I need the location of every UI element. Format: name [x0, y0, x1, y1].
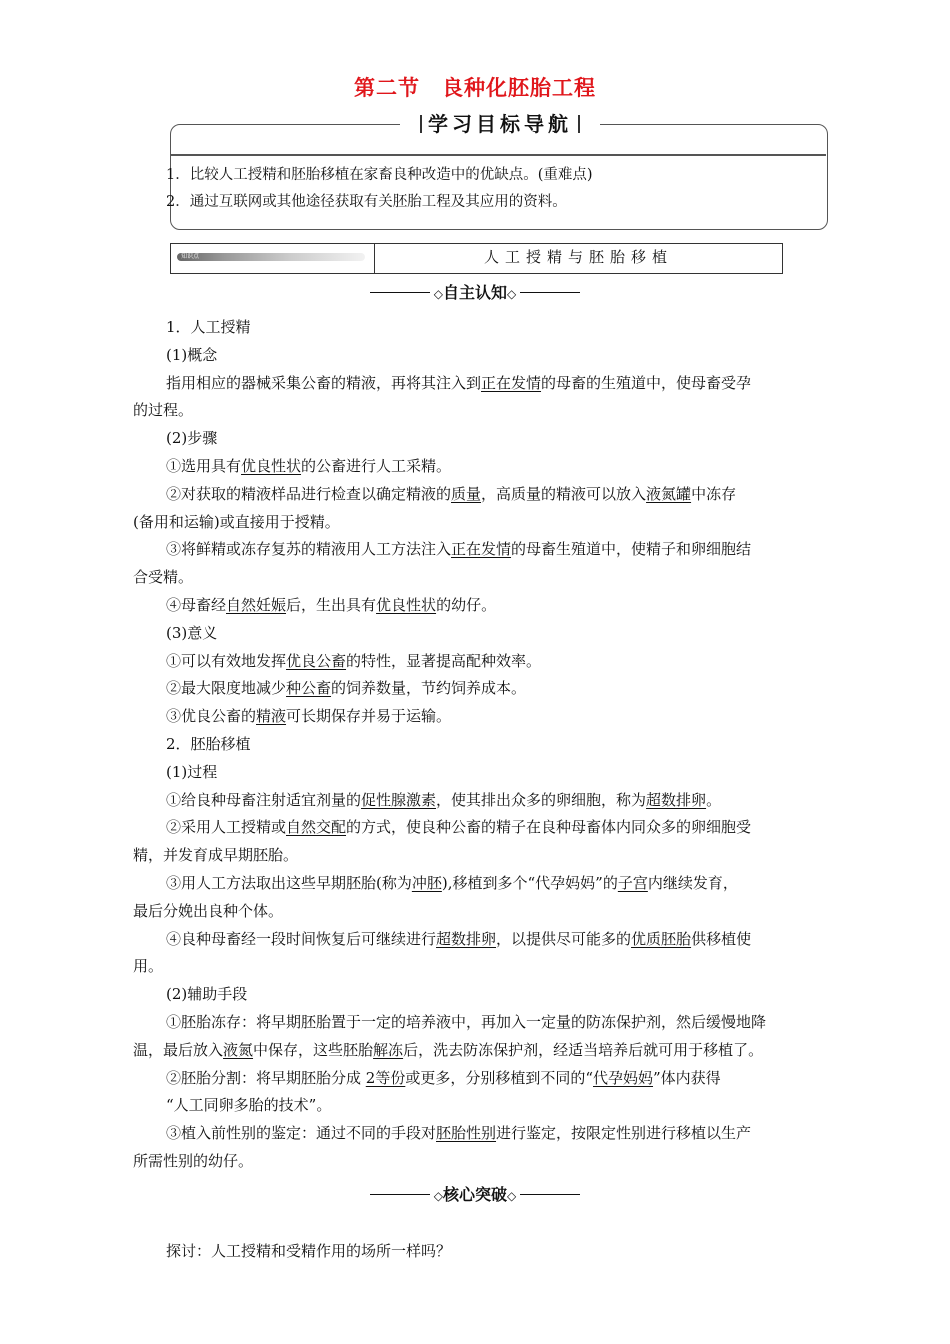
text-segment: 后，洗去防冻保护剂，经适当培养后就可用于移植了。: [403, 1040, 764, 1059]
text-line: [166, 1122, 751, 1143]
text-segment: 的过程。: [133, 401, 194, 420]
knowledge-point-topic: 人工授精与胚胎移植: [483, 248, 673, 266]
text-segment: 后，生出具有: [286, 596, 377, 614]
section-heading-text: 核心突破: [442, 1185, 507, 1204]
fill-in-answer: 自然妊娠: [226, 596, 287, 614]
fill-in-answer: 自然交配: [286, 818, 347, 837]
text-segment: (2)步骤: [166, 429, 218, 448]
diamond-icon: ◇: [433, 1189, 443, 1203]
text-segment: ②最大限度地减少: [166, 679, 287, 698]
text-line: [133, 955, 163, 976]
text-segment: (2)辅助手段: [166, 985, 248, 1004]
text-segment: ，高质量的精液可以放入: [481, 484, 647, 503]
fill-in-answer: 正在发情: [481, 373, 542, 392]
page-title: [0, 72, 950, 102]
rule-left: [370, 1194, 430, 1195]
text-segment: (1)概念: [166, 345, 218, 364]
fill-in-answer: 精液: [256, 707, 287, 726]
text-segment: ①胚胎冻存：将早期胚胎置于一定的培养液中，再加入一定量的防冻保护剂，然后缓慢地降: [166, 1013, 767, 1031]
discussion-question: 探讨：人工授精和受精作用的场所一样吗？: [166, 1242, 452, 1260]
text-segment: ④母畜经: [166, 596, 227, 614]
fill-in-answer: 子宫: [617, 874, 648, 892]
text-segment: ③优良公畜的: [166, 707, 257, 726]
text-segment: ”体内获得: [653, 1068, 721, 1087]
text-line: [166, 372, 751, 393]
fill-in-answer: 促性腺激素: [361, 790, 437, 809]
text-segment: ①可以有效地发挥: [166, 651, 287, 670]
fill-in-answer: 胚胎性别: [436, 1124, 497, 1143]
text-segment: ②胚胎分割：将早期胚胎分成: [166, 1068, 366, 1087]
text-line: [166, 872, 738, 893]
text-segment: ④良种母畜经一段时间恢复后可继续进行: [166, 929, 437, 948]
text-line: [166, 761, 217, 782]
text-segment: 的公畜进行人工采精。: [301, 457, 452, 475]
text-segment: 进行鉴定，按限定性别进行移植以生产: [496, 1124, 752, 1143]
text-line: [166, 316, 251, 337]
text-line: [133, 1150, 253, 1171]
fill-in-answer: 2等份: [365, 1068, 406, 1087]
text-line: [133, 844, 298, 865]
text-segment: 可长期保存并易于运输。: [286, 707, 452, 726]
fill-in-answer: 液氮: [223, 1040, 254, 1059]
text-line: [166, 677, 526, 698]
knowledge-point-badge-text: 知识点: [181, 253, 200, 260]
knowledge-point-table: [170, 243, 783, 274]
text-segment: ③植入前性别的鉴定：通过不同的手段对: [166, 1124, 437, 1143]
text-segment: 温，最后放入: [133, 1040, 224, 1059]
diamond-icon: ◇: [433, 287, 443, 301]
section-heading-self-study: [0, 280, 950, 303]
text-segment: 的幼仔。: [436, 596, 497, 614]
text-segment: ③用人工方法取出这些早期胚胎(称为: [166, 874, 412, 892]
text-segment: 中冻存: [691, 484, 737, 503]
diamond-icon: ◇: [507, 287, 517, 301]
fill-in-answer: 质量: [451, 484, 482, 503]
text-segment: 指用相应的器械采集公畜的精液，再将其注入到: [166, 373, 482, 392]
text-line: [166, 344, 217, 365]
section-heading-core: [0, 1182, 950, 1205]
text-segment: 供移植使: [691, 929, 752, 948]
text-segment: 的饲养数量，节约饲养成本。: [331, 679, 527, 698]
knowledge-point-badge: [177, 253, 365, 261]
text-segment: (备用和运输)或直接用于授精。: [133, 512, 340, 531]
section-heading-text: 自主认知: [442, 283, 507, 302]
section-name: 良种化胚胎工程: [442, 76, 596, 100]
fill-in-answer: 液氮罐: [646, 484, 692, 503]
fill-in-answer: 超数排卵: [646, 790, 707, 809]
rule-left: [370, 292, 430, 293]
text-line: [166, 483, 736, 504]
rule-right: [520, 1194, 580, 1195]
fill-in-answer: 超数排卵: [436, 929, 497, 948]
text-segment: ),移植到多个“代孕妈妈”的: [441, 874, 618, 892]
fill-in-answer: 解冻: [373, 1040, 404, 1059]
heading-bar-left: [420, 115, 422, 133]
text-segment: “人工同卵多胎的技术”。: [166, 1096, 332, 1115]
fill-in-answer: 优良性状: [241, 457, 302, 475]
text-line: [166, 455, 451, 476]
text-segment: ③将鲜精或冻存复苏的精液用人工方法注入: [166, 540, 452, 559]
diamond-icon: ◇: [507, 1189, 517, 1203]
goals-divider: [170, 154, 826, 156]
text-segment: ，以提供尽可能多的: [496, 929, 632, 948]
text-line: [133, 399, 193, 420]
text-line: [166, 789, 721, 810]
goal-item-2: 2．通过互联网或其他途径获取有关胚胎工程及其应用的资料。: [166, 194, 567, 210]
text-line: [166, 1094, 331, 1115]
goals-heading-text: 学习目标导航: [428, 112, 572, 136]
knowledge-point-label-cell: [171, 244, 375, 273]
text-segment: ②对获取的精液样品进行检查以确定精液的: [166, 484, 452, 503]
text-segment: 或更多，分别移植到不同的“: [405, 1068, 593, 1087]
text-segment: (3)意义: [166, 623, 218, 642]
fill-in-answer: 优良公畜: [286, 651, 347, 670]
text-line: [133, 1039, 763, 1060]
text-line: [166, 983, 247, 1004]
text-line: [166, 705, 451, 726]
rule-right: [520, 292, 580, 293]
learning-goals-heading: [400, 111, 600, 137]
text-segment: 1．人工授精: [166, 318, 251, 336]
text-segment: 最后分娩出良种个体。: [133, 901, 284, 920]
fill-in-answer: 优质胚胎: [631, 929, 692, 948]
text-line: [166, 622, 217, 643]
text-segment: 中保存，这些胚胎: [253, 1040, 374, 1059]
fill-in-answer: 代孕妈妈: [593, 1068, 654, 1087]
text-segment: 的母畜的生殖道中，使母畜受孕: [541, 373, 752, 392]
text-line: [166, 538, 751, 559]
goal-item-1: 1．比较人工授精和胚胎移植在家畜良种改造中的优缺点。(重难点): [166, 167, 593, 183]
text-line: [166, 594, 496, 615]
text-line: [166, 1011, 766, 1032]
fill-in-answer: 正在发情: [451, 540, 512, 559]
text-segment: 精，并发育成早期胚胎。: [133, 846, 299, 865]
text-segment: 。: [706, 790, 722, 809]
text-segment: (1)过程: [166, 762, 218, 781]
text-segment: 内继续发育，: [647, 874, 738, 892]
fill-in-answer: 优良性状: [376, 596, 437, 614]
text-segment: ，使其排出众多的卵细胞，称为: [436, 790, 647, 809]
text-segment: 的母畜生殖道中，使精子和卵细胞结: [511, 540, 752, 559]
heading-bar-right: [578, 115, 580, 133]
text-line: [166, 427, 217, 448]
text-line: [133, 511, 340, 532]
text-line: [166, 650, 541, 671]
text-segment: 合受精。: [133, 568, 194, 587]
text-segment: ①给良种母畜注射适宜剂量的: [166, 790, 362, 809]
text-line: [166, 733, 251, 754]
text-segment: 2．胚胎移植: [166, 735, 251, 753]
text-segment: ①选用具有: [166, 457, 242, 475]
text-segment: ②采用人工授精或: [166, 818, 287, 837]
text-line: [133, 900, 283, 921]
fill-in-answer: 种公畜: [286, 679, 332, 698]
text-segment: 所需性别的幼仔。: [133, 1152, 254, 1170]
text-segment: 的方式，使良种公畜的精子在良种母畜体内同众多的卵细胞受: [346, 818, 752, 837]
text-line: [133, 566, 193, 587]
text-line: [166, 816, 751, 837]
text-segment: 用。: [133, 957, 164, 976]
text-segment: 的特性，显著提高配种效率。: [346, 651, 542, 670]
section-number: 第二节: [354, 76, 420, 100]
text-line: [166, 1067, 721, 1088]
text-line: [166, 928, 751, 949]
fill-in-answer: 冲胚: [411, 874, 442, 892]
